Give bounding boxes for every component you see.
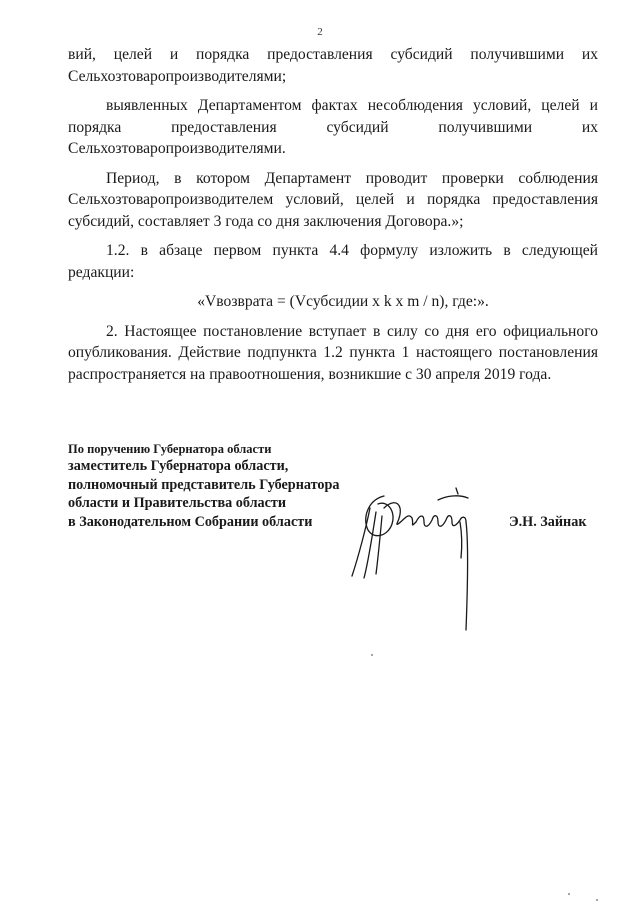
scan-speck (568, 893, 570, 895)
paragraph-entry-into-force: 2. Настоящее постановление вступает в силу со дня его официального опубликования. Действие подпункта 1.2 пункта 1 настоящего постановления распространяется на правоотношения, возникшие с 30 апреля 2019 года. (68, 322, 598, 383)
page-number: 2 (317, 26, 323, 38)
signatory-title-block (68, 441, 339, 531)
signatory-title-line: полномочный представитель Губернатора (68, 476, 340, 493)
scan-speck (596, 899, 598, 901)
paragraph-violations: выявленных Департаментом фактах несоблюдения условий, целей и порядка предоставления субсидий получившими их Сельхозтоваропроизводителями. (68, 97, 598, 157)
document-body (68, 44, 598, 385)
signatory-title-line: в Законодательном Собрании области (68, 513, 313, 530)
signatory-title-line: области и Правительства области (68, 495, 287, 511)
handwritten-signature (348, 478, 488, 638)
scan-speck (371, 654, 373, 656)
paragraph-continuation: вий, целей и порядка предоставления субсидий получившими их Сельхозтоваропроизводителями; (68, 46, 598, 85)
paragraph-inspection-period: Период, в котором Департамент проводит проверки соблюдения Сельхозтоваропроизводителем условий, целей и порядка предоставления субсидий, составляет 3 года со дня заключения Договора.»; (68, 169, 598, 230)
signatory-title-line: заместитель Губернатора области, (68, 458, 289, 474)
signer-name: Э.Н. Зайнак (509, 514, 587, 530)
paragraph-amendment-1-2: 1.2. в абзаце первом пункта 4.4 формулу изложить в следующей редакции: (68, 242, 598, 281)
signatory-intro: По поручению Губернатора области (68, 442, 272, 456)
formula: «Vвозврата = (Vсубсидии x k x m / n), где:». (197, 293, 489, 310)
